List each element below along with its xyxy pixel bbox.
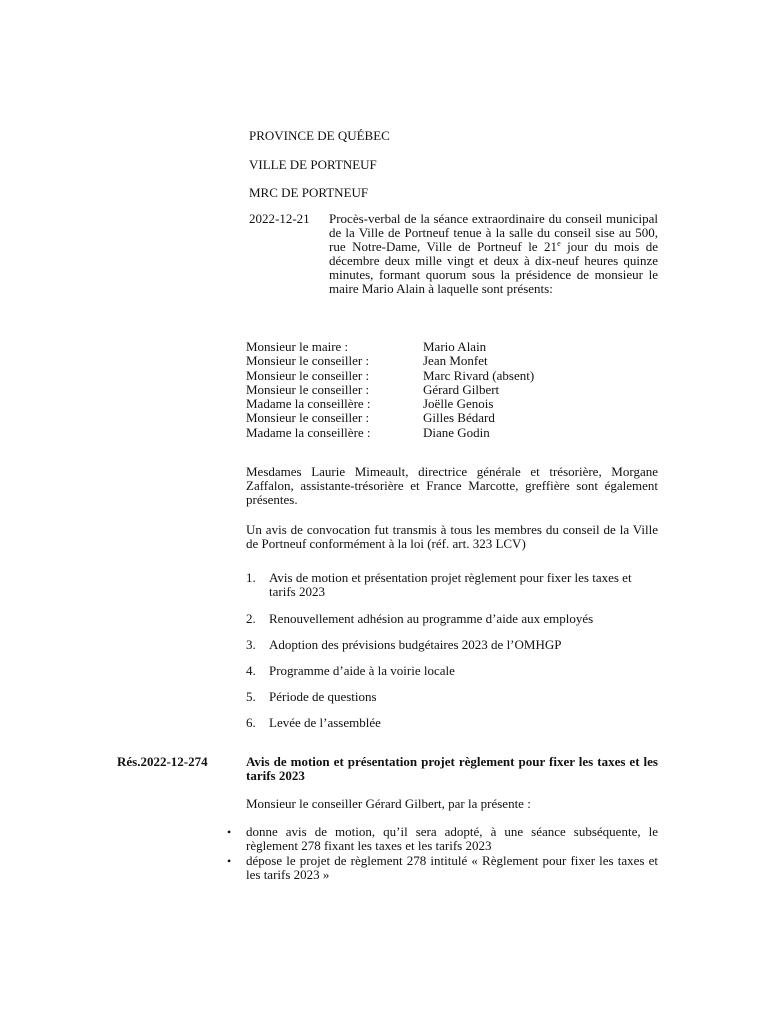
bullet-marker: • [227,825,232,839]
resolution-intro: Monsieur le conseiller Gérard Gilbert, par la présente : [246,796,531,811]
header-province: PROVINCE DE QUÉBEC [249,128,390,143]
attendee-name: Jean Monfet [423,353,488,369]
resolution-number: Rés.2022-12-274 [117,754,208,769]
attendee-role: Monsieur le conseiller : [246,410,370,426]
agenda-item-text: Période de questions [269,689,377,704]
agenda-item-text: Programme d’aide à la voirie locale [269,663,455,678]
attendee-name: Joëlle Genois [423,396,494,412]
resolution-title: Avis de motion et présentation projet règlement pour fixer les taxes et les tarifs 2023 [246,754,658,783]
header-ville: VILLE DE PORTNEUF [249,157,377,172]
agenda-number: 4. [246,663,256,678]
pv-text-part2: jour du mois de décembre deux mille vingt et deux à dix-neuf heures quinze minutes, formant quorum sous la présidence de monsieur le maire Mario Alain à laquelle sont présents: [329,239,659,296]
pv-text [329,212,658,296]
attendee-role: Monsieur le conseiller : [246,353,370,369]
attendee-role: Monsieur le maire : [246,339,349,354]
pv-text-sup: e [557,239,561,248]
pv-text-part1: Procès-verbal de la séance extraordinaire du conseil municipal de la Ville de Portneuf tenue à la salle du conseil sise au 500, rue Notre-Dame, Ville de Portneuf le 21 [329,211,658,254]
agenda-number: 6. [246,715,256,730]
convocation-paragraph: Un avis de convocation fut transmis à tous les membres du conseil de la Ville de Portneuf conformément à la loi (réf. art. 323 LCV) [246,522,658,551]
attendee-role: Madame la conseillère : [246,396,371,412]
attendee-name: Diane Godin [423,424,490,440]
resolution-bullet-text: donne avis de motion, qu’il sera adopté, à une séance subséquente, le règlement 278 fixant les taxes et les tarifs 2023 [246,824,658,853]
agenda-item-text: Adoption des prévisions budgétaires 2023 de l’OMHGP [269,637,562,652]
attendee-role: Madame la conseillère : [246,424,371,440]
attendee-name: Marc Rivard (absent) [423,367,535,383]
attendee-name: Gérard Gilbert [423,381,500,397]
attendee-names [423,340,534,440]
resolution-bullet-text: dépose le projet de règlement 278 intitulé « Règlement pour fixer les taxes et les tarifs 2023 » [246,853,658,882]
pv-date: 2022-12-21 [249,211,310,226]
header-mrc: MRC DE PORTNEUF [249,185,369,200]
attendee-roles [246,340,371,440]
staff-paragraph: Mesdames Laurie Mimeault, directrice générale et trésorière, Morgane Zaffalon, assistante-trésorière et France Marcotte, greffière sont également présentes. [246,464,658,507]
agenda-number: 5. [246,689,256,704]
agenda-number: 3. [246,637,256,652]
attendee-name: Mario Alain [423,339,487,354]
agenda-item-text: Avis de motion et présentation projet règlement pour fixer les taxes et tarifs 2023 [269,570,632,599]
agenda-number: 1. [246,570,256,585]
bullet-marker: • [227,854,232,868]
attendee-role: Monsieur le conseiller : [246,367,370,383]
agenda-number: 2. [246,611,256,626]
agenda-item-text: Renouvellement adhésion au programme d’aide aux employés [269,611,594,626]
attendee-role: Monsieur le conseiller : [246,381,370,397]
attendee-name: Gilles Bédard [423,410,495,426]
agenda-item-text: Levée de l’assemblée [269,715,381,730]
